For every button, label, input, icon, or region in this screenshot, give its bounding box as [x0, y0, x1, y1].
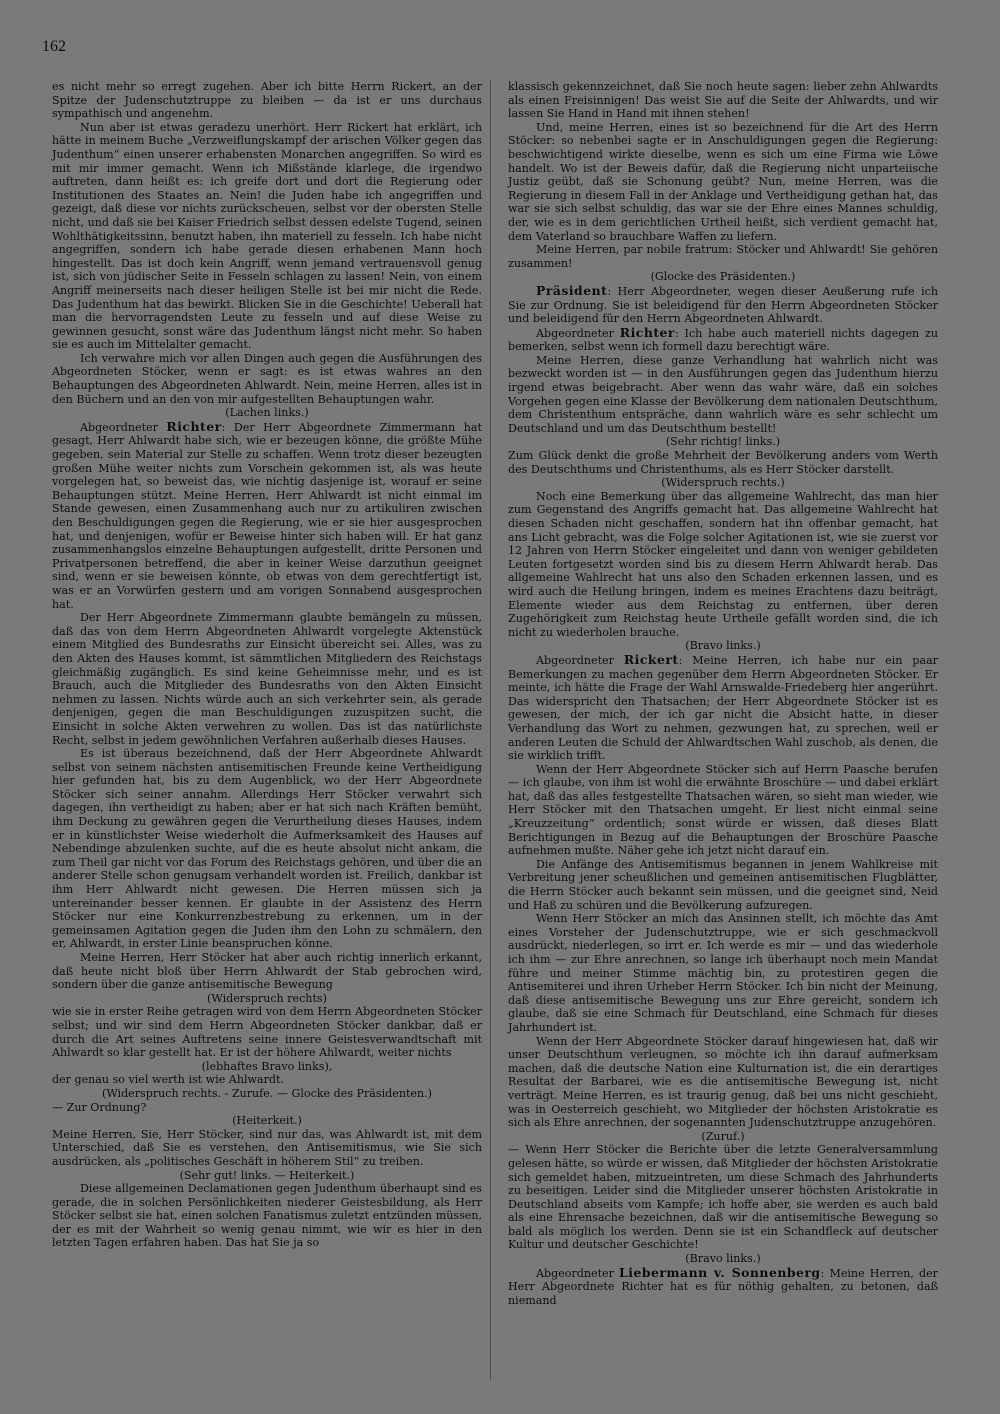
speaker-name: Richter — [166, 418, 222, 434]
speech-paragraph — [508, 653, 938, 763]
paragraph: der genau so viel werth ist wie Ahlwardt. — [52, 1073, 285, 1087]
left-column — [52, 80, 482, 1250]
stage-direction: (Widerspruch rechts.) — [661, 476, 785, 490]
stage-direction: (Heiterkeit.) — [232, 1114, 302, 1128]
paragraph: wie sie in erster Reihe getragen wird von dem Herrn Abgeordneten Stöcker selbst; und wir sind dem Herrn Abgeordneten Stöcker dankbar, daß er durch die Art seines Auftretens seine innere Geistesverwandtschaft mit Ahlwardt so klar gestellt hat. Er ist der höhere Ahlwardt, weiter nichts — [52, 1005, 482, 1060]
stage-direction: (Sehr richtig! links.) — [665, 435, 781, 449]
speech-text: : Herr Abgeordneter, wegen dieser Aeußerung rufe ich Sie zur Ordnung. Sie ist beleidigend für den Herrn Abgeordneten Stöcker und beleidigend für den Herrn Abgeordneten Ahlwardt. — [508, 284, 938, 326]
paragraph: klassisch gekennzeichnet, daß Sie noch heute sagen: lieber zehn Ahlwardts als einen Freisinnigen! Das weist Sie auf die Seite der Ahlwardts, und wir lassen Sie Hand in Hand mit ihnen stehen! — [508, 80, 938, 121]
speech-paragraph — [52, 420, 482, 611]
stage-direction: (Lachen links.) — [225, 406, 309, 420]
speaker-name: Rickert — [623, 651, 679, 667]
column-divider — [490, 80, 491, 1380]
stage-direction: (Bravo links.) — [685, 639, 761, 653]
speech-paragraph — [508, 1266, 938, 1308]
paragraph: Ich verwahre mich vor allen Dingen auch gegen die Ausführungen des Abgeordneten Stöcker, wenn er sagt: es ist etwas wahres an den Behauptungen des Abgeordneten Ahlwardt. Nein, meine Herren, alles ist in den Büchern und an den von mir aufgestellten Behauptungen wahr. — [52, 351, 482, 406]
paragraph: Wenn der Herr Abgeordnete Stöcker darauf hingewiesen hat, daß wir unser Deutschthum verleugnen, so möchte ich ihn darauf aufmerksam machen, daß die deutsche Nation eine Kulturnation ist, die ein derartiges Resultat der Barbarei, wie es die antisemitische Bewegung ist, nicht verträgt. Meine Herren, es ist traurig genug, daß bei uns nicht geschieht, was in Oesterreich geschieht, wo Mitglieder der höchsten Aristokratie es sich als Ehre anrechnen, der sogenannten Judenschutztruppe anzugehören. — [508, 1034, 938, 1130]
stage-direction: (Zuruf.) — [701, 1129, 745, 1143]
stage-direction: (Glocke des Präsidenten.) — [650, 270, 796, 284]
speaker-name: Richter — [619, 324, 675, 340]
paragraph: Nun aber ist etwas geradezu unerhört. Herr Rickert hat erklärt, ich hätte in meinem Buche „Verzweiflungskampf der arischen Völker gegen das Judenthum“ einen unserer erhabensten Monarchen angegriffen. So wird es mit mir immer gemacht. Wenn ich Mißstände klarlege, die irgendwo auftreten, dann heißt es: ich greife dort und dort die Regierung oder Institutionen des Staates an. Nein! die Juden habe ich angegriffen und gezeigt, daß diese vor nichts zurückscheuen, selbst vor der obersten Stelle nicht, und daß sie bei Kaiser Friedrich selbst dessen edelste Tugend, seinen Wohlthätigkeitssinn, benutzt haben, ihn materiell zu fesseln. Ich habe nicht angegriffen, sondern ich habe gerade diesen erhabenen Mann hoch hingestellt. Das ist doch kein Angriff, wenn jemand vertrauensvoll genug ist, sich von jüdischer Seite in Fesseln schlagen zu lassen! Nein, von einem Angriff meinerseits nach dieser heiligen Stelle ist bei mir nicht die Rede. Das Judenthum hat das bewirkt. Blicken Sie in die Geschichte! Ueberall hat man die hervorragendsten Leute zu fesseln und auf diese Weise zu gewinnen gesucht, sonst wäre das Judenthum längst nicht mehr. So haben sie es auch im Mittelalter gemacht. — [52, 120, 482, 352]
speaker-name: Liebermann v. Sonnenberg — [619, 1264, 821, 1280]
paragraph: es nicht mehr so erregt zugehen. Aber ich bitte Herrn Rickert, an der Spitze der Judenschutztruppe zu bleiben — da ist er uns durchaus sympathisch und angenehm. — [52, 80, 482, 121]
paragraph: Wenn Herr Stöcker an mich das Ansinnen stellt, ich möchte das Amt eines Vorsteher der Judenschutztruppe, wie er sich geschmackvoll ausdrückt, niederlegen, so irrt er. Ich werde es mir — und das wiederhole ich ihm — zur Ehre anrechnen, so lange ich überhaupt noch mein Mandat führe und meiner Stimme mächtig bin, zu protestiren gegen die Antisemiterei und ihren Urheber Herrn Stöcker. Ich bin nicht der Meinung, daß diese antisemitische Bewegung uns zur Ehre gereicht, sondern ich glaube, daß sie eine Schmach für Deutschland, eine Schmach für dieses Jahrhundert ist. — [508, 912, 938, 1034]
stage-direction: (Sehr gut! links. — Heiterkeit.) — [179, 1168, 355, 1182]
paragraph: — Zur Ordnung? — [52, 1100, 147, 1114]
paragraph: Es ist überaus bezeichnend, daß der Herr Abgeordnete Ahlwardt selbst von seinem nächsten antisemitischen Freunde keine Vertheidigung hier gefunden hat, bis zu dem Augenblick, wo der Herr Abgeordnete Stöcker sich seiner annahm. Allerdings Herr Stöcker verwahrt sich dagegen, ihn vertheidigt zu haben; aber er hat sich nach Kräften bemüht, ihm Deckung zu gewähren gegen die Verurtheilung dieses Hauses, indem er in künstlichster Weise wiederholt die Aufmerksamkeit des Hauses auf Nebendinge abzulenken suchte, auf die es heute absolut nicht ankam, die zum Theil gar nicht vor das Forum des Reichstags gehören, und über die an anderer Stelle schon genugsam verhandelt worden ist. Freilich, dankbar ist ihm Herr Ahlwardt nicht gewesen. Die Herren müssen sich ja untereinander besser kennen. Er glaubte in der Assistenz des Herrn Stöcker nur eine Konkurrenzbestrebung zu erkennen, um in der gemeinsamen Agitation gegen die Juden ihm den Lohn zu schmälern, den er, Ahlwardt, in erster Linie beanspruchen könne. — [52, 747, 482, 951]
speech-paragraph — [508, 284, 938, 326]
speaker-title: Abgeordneter — [536, 326, 620, 340]
paragraph: Die Anfänge des Antisemitismus begannen in jenem Wahlkreise mit Verbreitung jener scheußlichen und gemeinen antisemitischen Flugblätter, die Herrn Stöcker auch bekannt sein müssen, und die geeignet sind, Neid und Haß zu schüren und die Bevölkerung aufzuregen. — [508, 857, 938, 912]
stage-direction: (Widerspruch rechts. - Zurufe. — Glocke des Präsidenten.) — [102, 1086, 432, 1100]
paragraph: Meine Herren, par nobile fratrum: Stöcker und Ahlwardt! Sie gehören zusammen! — [508, 243, 938, 270]
paragraph: Meine Herren, diese ganze Verhandlung hat wahrlich nicht was bezweckt worden ist — in den Ausführungen gegen das Judenthum hierzu irgend etwas beigebracht. Aber wenn das wahr wäre, daß ein solches Vorgehen gegen eine Klasse der Bevölkerung dem nationalen Deutschthum, dem Christenthum entspräche, dann wahrlich wäre es sehr schlecht um Deutschland und um das Deutschthum bestellt! — [508, 353, 938, 435]
stage-direction: (lebhaftes Bravo links), — [201, 1059, 333, 1073]
stage-direction: (Bravo links.) — [685, 1252, 761, 1266]
paragraph: Noch eine Bemerkung über das allgemeine Wahlrecht, das man hier zum Gegenstand des Angriffs gemacht hat. Das allgemeine Wahlrecht hat diesen Schaden nicht geschaffen, sondern hat ihn offenbar gemacht, hat ans Licht gebracht, was die Folge solcher Agitationen ist, wie sie zuerst vor 12 Jahren von Herrn Stöcker eingeleitet und dann von weniger gebildeten Leuten fortgesetzt worden sind bis zu diesem Herrn Ahlwardt herab. Das allgemeine Wahlrecht hat uns also den Schaden erkennen lassen, und es wird auch die Heilung bringen, indem es meines Erachtens dazu beiträgt, Elemente wieder aus dem Reichstag zu entfernen, über deren Zugehörigkeit zum Reichstag heute Urtheile gefällt worden sind, die ich nicht zu wiederholen brauche. — [508, 489, 938, 639]
paragraph: — Wenn Herr Stöcker die Berichte über die letzte Generalversammlung gelesen hätte, so würde er wissen, daß Mitglieder der höchsten Aristokratie sich gemeldet haben, mitzueintreten, um diese Schmach des Jahrhunderts zu beseitigen. Leider sind die Mitglieder unserer höchsten Aristokratie in Deutschland abseits vom Kampfe; ich hoffe aber, sie werden es auch bald als eine Ehrensache bezeichnen, daß wir die antisemitische Bewegung so bald als möglich los werden. Denn sie ist ein Schandfleck auf deutscher Kultur und deutscher Geschichte! — [508, 1143, 938, 1252]
speaker-title: Abgeordneter — [80, 420, 167, 434]
right-column — [508, 80, 938, 1307]
speaker-name: Präsident — [536, 282, 608, 298]
paragraph: Wenn der Herr Abgeordnete Stöcker sich auf Herrn Paasche berufen — ich glaube, von ihm ist wohl die erwähnte Broschüre — und dabei erklärt hat, daß das alles festgestellte Thatsachen wären, so sieht man wieder, wie Herr Stöcker mit den Thatsachen umgeht. Er liest nicht einmal seine „Kreuzzeitung“ ordentlich; sonst würde er wissen, daß dieses Blatt Berichtigungen in Bezug auf die Behauptungen der Broschüre Paasche aufnehmen mußte. Näher gehe ich jetzt nicht darauf ein. — [508, 762, 938, 858]
paragraph: Zum Glück denkt die große Mehrheit der Bevölkerung anders vom Werth des Deutschthums und Christenthums, als es Herr Stöcker darstellt. — [508, 449, 938, 476]
speech-text: : Der Herr Abgeordnete Zimmermann hat gesagt, Herr Ahlwardt habe sich, wie er bezeugen könne, die größte Mühe gegeben, sein Material zur Stelle zu schaffen. Wenn trotz dieser bezeugten großen Mühe weiter nichts zum Vorschein gekommen ist, als was heute vorgelegen hat, so beweist das, wie nichtig dasjenige ist, worauf er seine Behauptungen stützt. Meine Herren, Herr Ahlwardt ist nicht einmal im Stande gewesen, einen Zusammenhang auch nur zu artikuliren zwischen den Beschuldigungen gegen die Regierung, wie er sie hier ausgesprochen hat, und denjenigen, wofür er Beweise hinter sich haben will. Er hat ganz zusammenhangslos einzelne Behauptungen aufgestellt, dritte Personen und Privatpersonen betreffend, die aber in keiner Weise darzuthun geeignet sind, wenn er sie beweisen könnte, ob etwas von dem gerechtfertigt ist, was er an Vorwürfen gestern und am vorigen Sonnabend ausgesprochen hat. — [52, 420, 482, 611]
speaker-title: Abgeordneter — [536, 1266, 620, 1280]
speech-paragraph — [508, 326, 938, 354]
paragraph: Und, meine Herren, eines ist so bezeichnend für die Art des Herrn Stöcker: so nebenbei sagte er in Anschuldigungen gegen die Regierung: beschwichtigend wirkte dieselbe, wenn es sich um eine Firma wie Löwe handelt. Wo ist der Beweis dafür, daß die Regierung nicht unparteiische Justiz geübt, daß sie Schonung geübt? Nun, meine Herren, was die Regierung in diesem Fall in der Anklage und Vertheidigung gethan hat, das war sie sich selbst schuldig, das war sie der Ehre eines Mannes schuldig, der, wie es in dem gerichtlichen Urtheil heißt, sich verdient gemacht hat, dem Vaterland so brauchbare Waffen zu liefern. — [508, 120, 938, 243]
paragraph: Diese allgemeinen Declamationen gegen Judenthum überhaupt sind es gerade, die in solchen Persönlichkeiten niederer Geistesbildung, als Herr Stöcker selbst sie hat, einen solchen Fanatismus zuletzt entzünden müssen, der es mit der Wahrheit so wenig genau nimmt, wie wir es hier in den letzten Tagen erfahren haben. Das hat Sie ja so — [52, 1182, 482, 1250]
speech-text: : Ich habe auch materiell nichts dagegen zu bemerken, selbst wenn ich formell dazu berechtigt wäre. — [508, 326, 938, 354]
speaker-title: Abgeordneter — [536, 653, 624, 667]
page-number: 162 — [42, 38, 66, 55]
paragraph: Meine Herren, Herr Stöcker hat aber auch richtig innerlich erkannt, daß heute nicht bloß über Herrn Ahlwardt der Stab gebrochen wird, sondern über die ganze antisemitische Bewegung — [52, 951, 482, 992]
speech-text: : Meine Herren, der Herr Abgeordnete Richter hat es für nöthig gehalten, zu betonen, daß niemand — [508, 1266, 938, 1307]
paragraph: Meine Herren, Sie, Herr Stöcker, sind nur das, was Ahlwardt ist, mit dem Unterschied, daß Sie es verstehen, den Antisemitismus, wie Sie sich ausdrücken, als „politisches Geschäft in höherem Stil“ zu treiben. — [52, 1127, 482, 1168]
speech-text: : Meine Herren, ich habe nur ein paar Bemerkungen zu machen gegenüber dem Herrn Abgeordneten Stöcker. Er meinte, ich hätte die Frage der Wahl Arnswalde-Friedeberg hier angerührt. Das widerspricht den Thatsachen; der Herr Abgeordnete Stöcker ist es gewesen, der mich, der ich gar nicht die Absicht hatte, in dieser Verhandlung das Wort zu nehmen, gezwungen hat, zu sprechen, weil er anderen Leuten die Schuld der Ahlwardtschen Wahl zuschob, als denen, die sie wirklich trifft. — [508, 653, 938, 763]
paragraph: Der Herr Abgeordnete Zimmermann glaubte bemängeln zu müssen, daß das von dem Herrn Abgeordneten Ahlwardt vorgelegte Aktenstück einem Mitglied des Bundesraths zur Einsicht übereicht sei. Alles, was zu den Akten des Hauses kommt, ist sämmtlichen Mitgliedern des Reichstags gleichmäßig zugänglich. Es sind keine Geheimnisse mehr, und es ist Brauch, auch die Mitglieder des Bundesraths von den Akten Einsicht nehmen zu lassen. Nichts würde auch an sich verkehrter sein, als gerade denjenigen, gegen die man Beschuldigungen zuzuspitzen sucht, die Einsicht in solche Akten verwehren zu wollen. Das ist das natürlichste Recht, selbst in jedem gewöhnlichen Verfahren außerhalb dieses Hauses. — [52, 611, 482, 747]
stage-direction: (Widerspruch rechts) — [207, 991, 327, 1005]
